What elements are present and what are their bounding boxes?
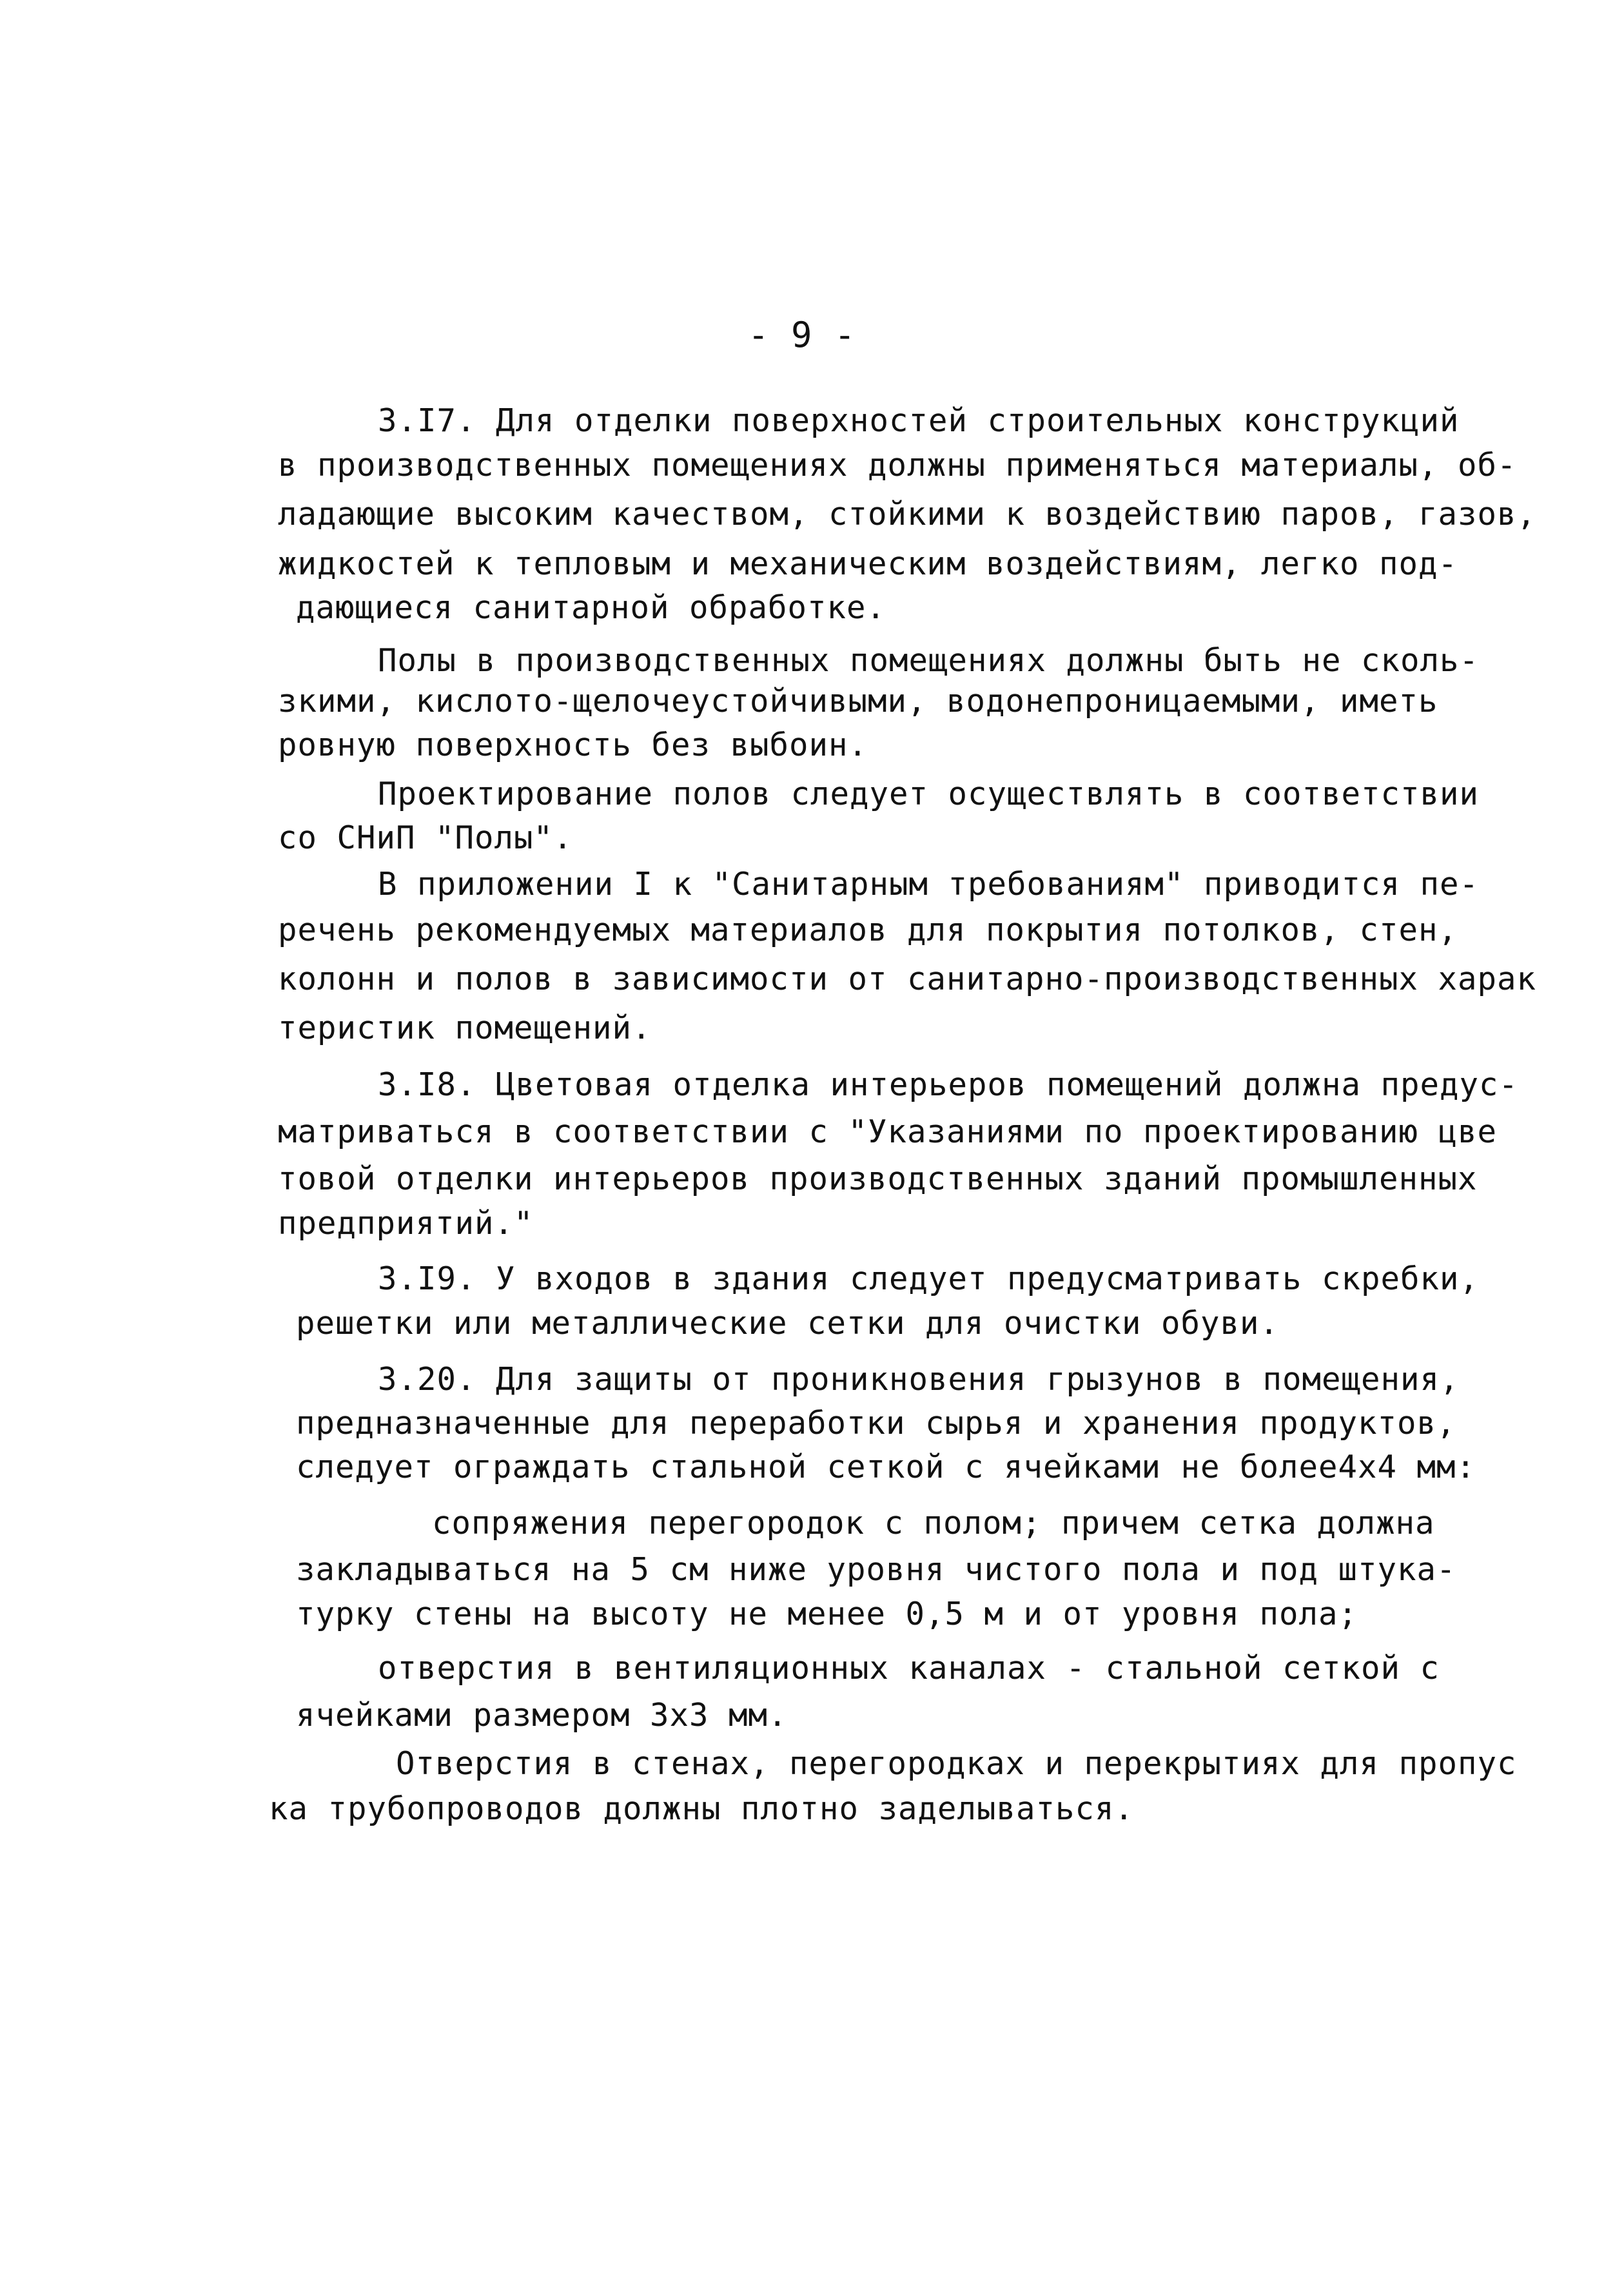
text-line: 3.20. Для защиты от проникновения грызунов в помещения, [378, 1361, 1460, 1398]
text-line: колонн и полов в зависимости от санитарно-производственных харак [278, 961, 1537, 997]
text-line: ячейками размером 3х3 мм. [296, 1697, 788, 1734]
text-line: ладающие высоким качеством, стойкими к воздействию паров, газов, [278, 496, 1537, 533]
text-line: Проектирование полов следует осуществлять в соответствии [378, 776, 1480, 812]
text-line: зкими, кислото-щелочеустойчивыми, водонепроницаемыми, иметь [278, 683, 1438, 719]
text-line: сопряжения перегородок с полом; причем сетка должна [432, 1505, 1435, 1541]
text-line: закладываться на 5 см ниже уровня чистого пола и под штука- [296, 1551, 1456, 1588]
text-line: 3.I9. У входов в здания следует предусматривать скребки, [378, 1260, 1480, 1297]
text-line: ка трубопроводов должны плотно заделываться. [269, 1790, 1135, 1827]
text-line: речень рекомендуемых материалов для покрытия потолков, стен, [278, 912, 1458, 948]
text-line: решетки или металлические сетки для очистки обуви. [296, 1305, 1280, 1342]
text-line: теристик помещений. [278, 1010, 652, 1046]
text-line: ровную поверхность без выбоин. [278, 727, 868, 763]
text-line: со СНиП "Полы". [278, 819, 573, 856]
text-line: следует ограждать стальной сеткой с ячейками не более4х4 мм: [296, 1449, 1476, 1485]
page-number: - 9 - [748, 315, 856, 355]
text-line: отверстия в вентиляционных каналах - стальной сеткой с [378, 1650, 1440, 1687]
text-line: жидкостей к тепловым и механическим воздействиям, легко под- [278, 545, 1458, 582]
text-line: 3.I8. Цветовая отделка интерьеров помещений должна предус- [378, 1066, 1519, 1103]
text-line: дающиеся санитарной обработке. [296, 589, 886, 626]
text-line: матриваться в соответствии с "Указаниями по проектированию цве [278, 1113, 1498, 1150]
text-line: турку стены на высоту не менее 0,5 м и от уровня пола; [296, 1596, 1358, 1632]
text-line: 3.I7. Для отделки поверхностей строительных конструкций [378, 402, 1460, 439]
text-line: товой отделки интерьеров производственных зданий промышленных [278, 1160, 1478, 1197]
text-line: в производственных помещениях должны применяться материалы, об- [278, 447, 1517, 484]
text-line: В приложении I к "Санитарным требованиям" приводится пе- [378, 866, 1480, 903]
text-line: предназначенные для переработки сырья и хранения продуктов, [296, 1405, 1456, 1442]
text-line: Отверстия в стенах, перегородках и перекрытиях для пропус [396, 1745, 1517, 1782]
text-line: Полы в производственных помещениях должны быть не сколь- [378, 642, 1480, 679]
text-line: предприятий." [278, 1205, 534, 1242]
